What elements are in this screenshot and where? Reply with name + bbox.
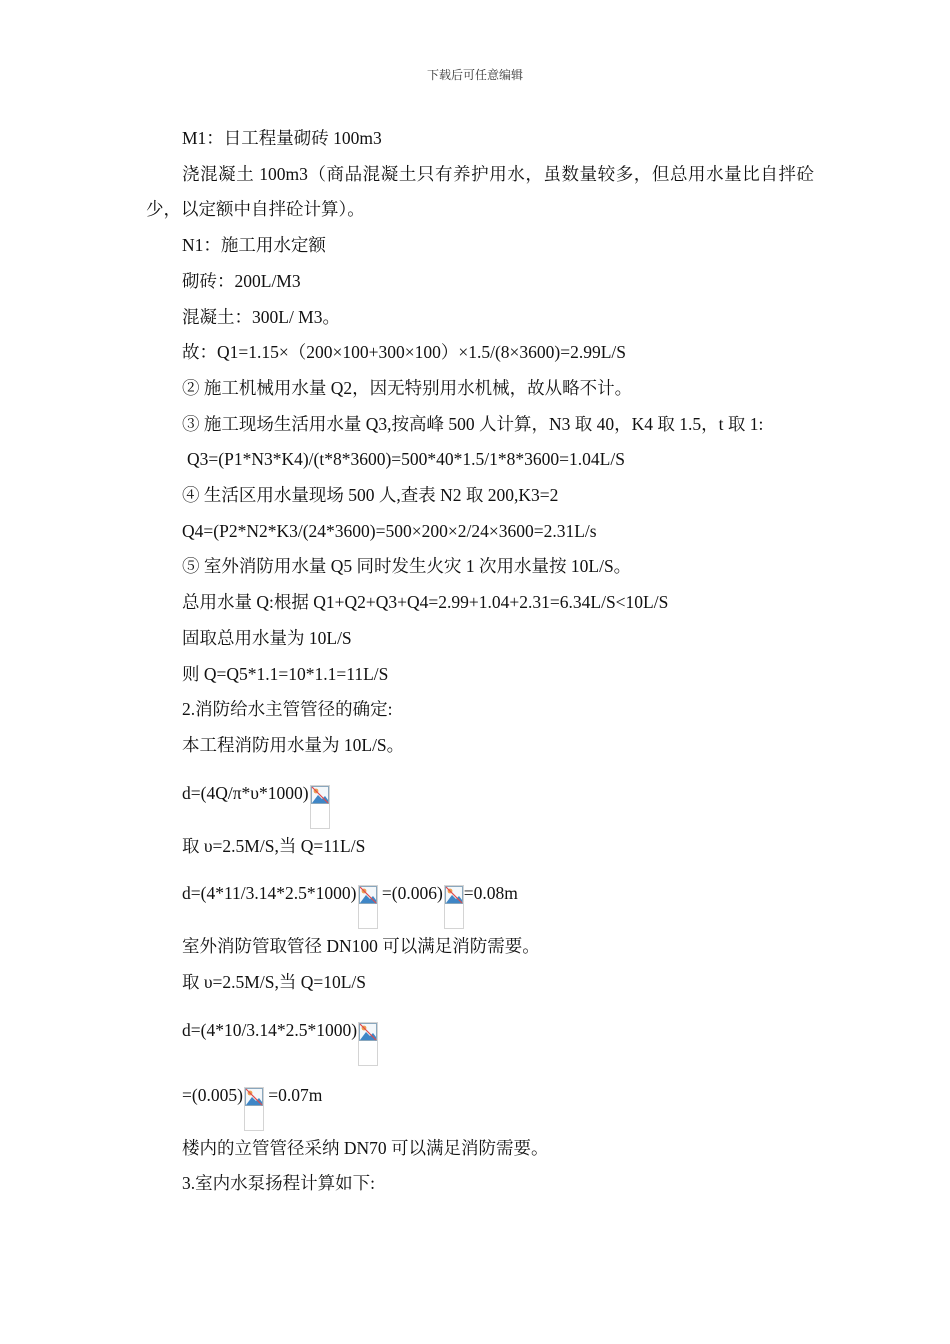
line-q5: ⑤ 室外消防用水量 Q5 同时发生火灾 1 次用水量按 10L/S。 (182, 556, 632, 577)
line-q4-formula: Q4=(P2*N2*K3/(24*3600)=500×200×2/24×3600=2.31L/s (182, 520, 597, 541)
broken-image-icon (444, 885, 464, 929)
line-n1: N1：施工用水定额 (182, 235, 326, 256)
broken-image-icon (358, 1022, 378, 1066)
line-q3-formula: Q3=(P1*N3*K4)/(t*8*3600)=500*40*1.5/1*8*3600=1.04L/S (187, 449, 625, 470)
line-concrete-quota: 混凝土：300L/ M3。 (182, 306, 340, 327)
broken-image-icon (358, 885, 378, 929)
formula-text: =0.07m (268, 1084, 323, 1105)
formula-d-general (146, 764, 814, 829)
formula-text: d=(4*10/3.14*2.5*1000) (182, 1019, 358, 1040)
formula-d-q11 (146, 864, 814, 929)
page-header: 下载后可任意编辑 (426, 68, 523, 82)
line-fire-water: 本工程消防用水量为 10L/S。 (182, 734, 405, 755)
section-heading-2: 2.消防给水主管管径的确定: (182, 699, 393, 720)
broken-image-icon (310, 785, 330, 829)
line-q3-intro: ③ 施工现场生活用水量 Q3,按高峰 500 人计算，N3 取 40，K4 取 1.5，t 取 1: (182, 413, 764, 434)
line-total-take: 固取总用水量为 10L/S (182, 627, 352, 648)
line-dn100: 室外消防管取管径 DN100 可以满足消防需要。 (182, 936, 540, 957)
line-total: 总用水量 Q:根据 Q1+Q2+Q3+Q4=2.99+1.04+2.31=6.34L/S<10L/S (182, 592, 669, 613)
line-q4-intro: ④ 生活区用水量现场 500 人,查表 N2 取 200,K3=2 (182, 485, 559, 506)
formula-text: =0.08m (463, 883, 518, 904)
line-q2: ② 施工机械用水量 Q2，因无特别用水机械，故从略不计。 (182, 377, 633, 398)
document-body (146, 121, 814, 1202)
section-heading-3: 3.室内水泵扬程计算如下: (182, 1173, 375, 1194)
formula-text: =(0.006) (381, 883, 443, 904)
line-concrete: 浇混凝土 100m3（商品混凝土只有养护用水，虽数量较多，但总用水量比自拌砼少，以定额中自拌砼计算）。 (146, 163, 814, 220)
line-brick-quota: 砌砖：200L/M3 (182, 270, 301, 291)
formula-text: d=(4*11/3.14*2.5*1000) (182, 883, 357, 904)
formula-d-result (146, 1066, 814, 1131)
broken-image-icon (244, 1087, 264, 1131)
line-q1: 故：Q1=1.15×（200×100+300×100）×1.5/(8×3600)=2.99L/S (182, 342, 627, 363)
line-dn70: 楼内的立管管径采纳 DN70 可以满足消防需要。 (182, 1137, 549, 1158)
line-v-q10: 取 υ=2.5M/S,当 Q=10L/S (182, 972, 366, 993)
line-v-q11: 取 υ=2.5M/S,当 Q=11L/S (182, 835, 366, 856)
formula-d-q10 (146, 1001, 814, 1066)
formula-text: d=(4Q/π*υ*1000) (182, 782, 309, 803)
line-m1: M1：日工程量砌砖 100m3 (182, 128, 382, 148)
line-q-result: 则 Q=Q5*1.1=10*1.1=11L/S (182, 663, 389, 684)
formula-text: =(0.005) (182, 1084, 243, 1105)
